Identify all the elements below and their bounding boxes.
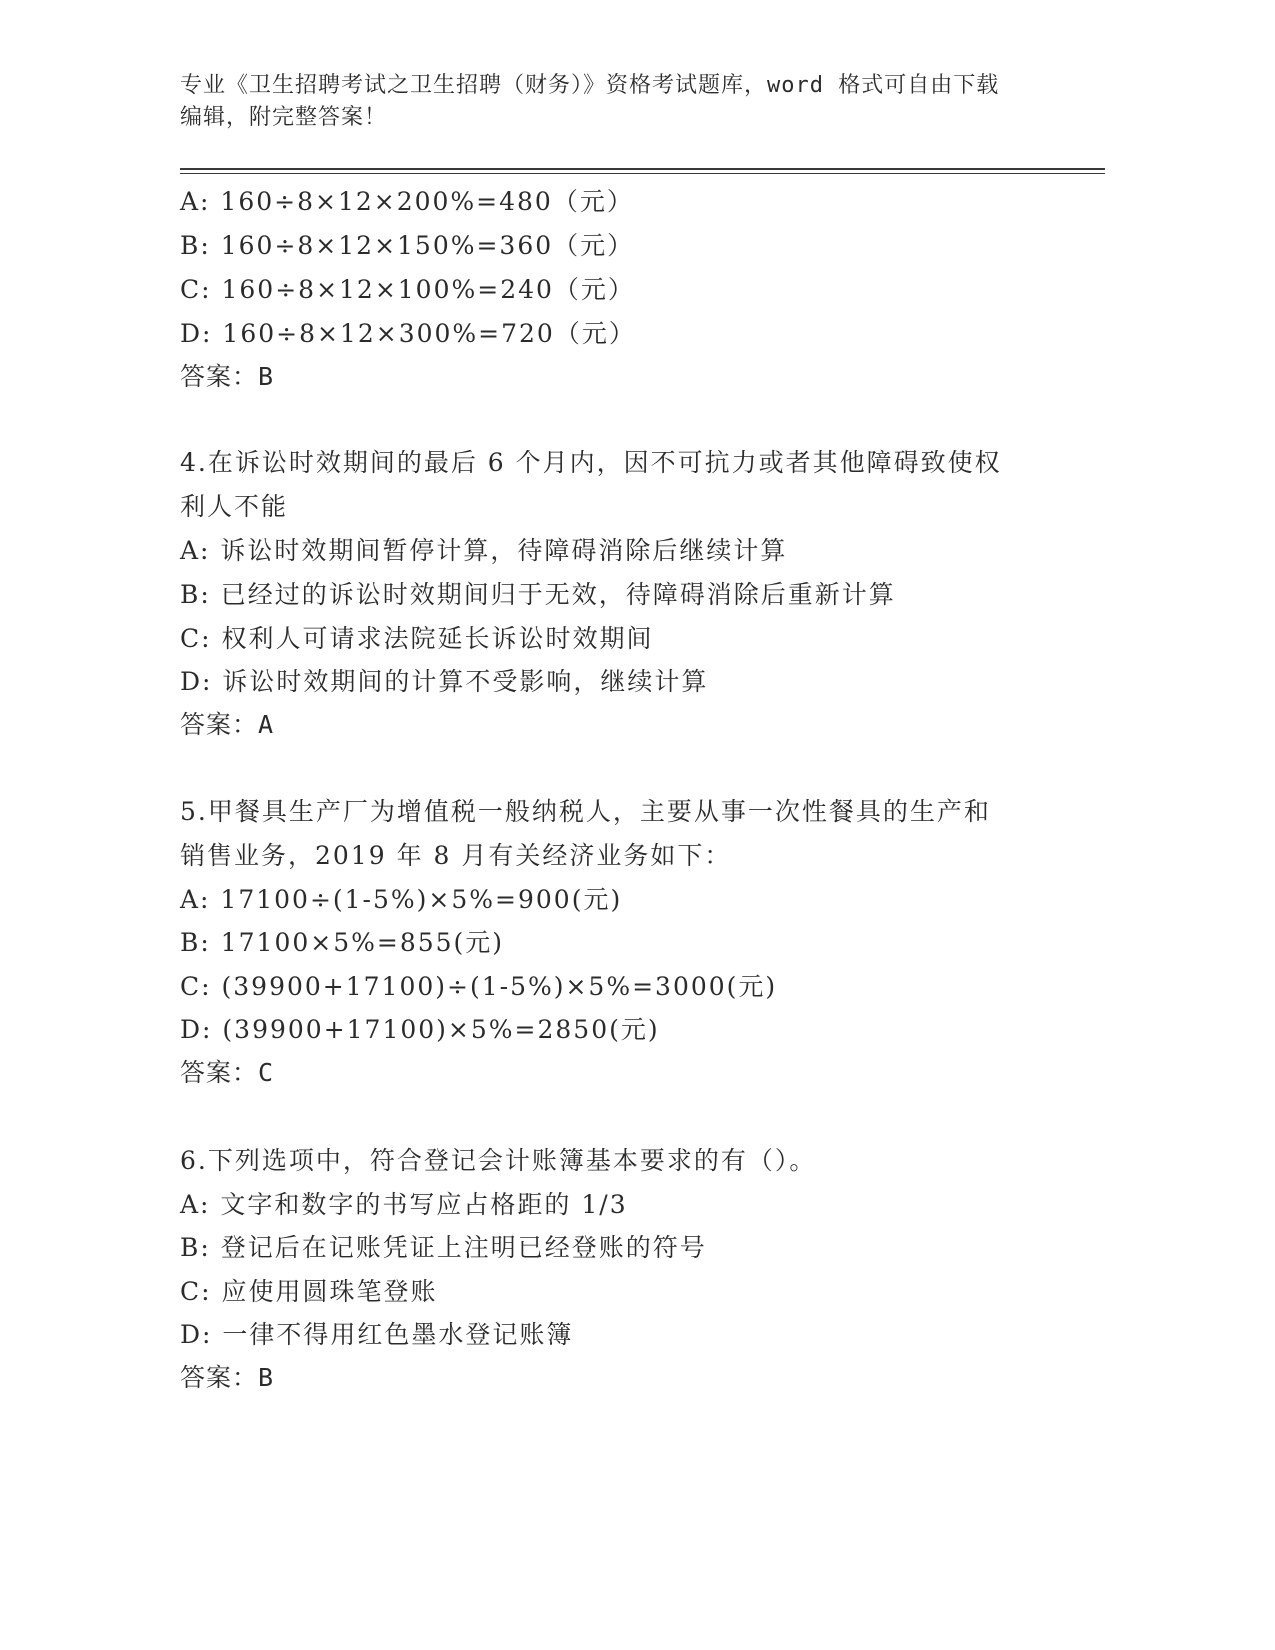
document-header — [180, 70, 1060, 134]
q6-answer: 答案：B — [180, 1363, 275, 1392]
q5-stem-line-2: 销售业务，2019 年 8 月有关经济业务如下： — [180, 841, 732, 870]
q5-option-a: A: 17100÷(1-5%)×5%=900(元) — [180, 885, 623, 914]
q3-option-c: C: 160÷8×12×100%=240（元） — [180, 275, 635, 304]
q6-stem: 6.下列选项中，符合登记会计账簿基本要求的有（）。 — [180, 1146, 817, 1175]
q4-stem-line-2: 利人不能 — [180, 492, 289, 521]
q6-option-b: B: 登记后在记账凭证上注明已经登账的符号 — [180, 1233, 707, 1262]
header-divider — [180, 168, 1105, 170]
q6-option-d: D: 一律不得用红色墨水登记账簿 — [180, 1320, 574, 1349]
q3-option-a: A: 160÷8×12×200%=480（元） — [180, 187, 634, 216]
q4-stem-line-1: 4.在诉讼时效期间的最后 6 个月内，因不可抗力或者其他障碍致使权 — [180, 448, 1002, 477]
q3-option-d: D: 160÷8×12×300%=720（元） — [180, 319, 636, 348]
q4-option-c: C: 权利人可请求法院延长诉讼时效期间 — [180, 624, 654, 653]
q3-option-b: B: 160÷8×12×150%=360（元） — [180, 231, 635, 260]
header-line-1: 专业《卫生招聘考试之卫生招聘（财务）》资格考试题库，word 格式可自由下载 — [180, 73, 1000, 98]
q6-option-c: C: 应使用圆珠笔登账 — [180, 1277, 438, 1306]
q5-option-c: C: (39900+17100)÷(1-5%)×5%=3000(元) — [180, 972, 778, 1001]
header-divider-thin — [180, 173, 1105, 174]
q5-stem-line-1: 5.甲餐具生产厂为增值税一般纳税人，主要从事一次性餐具的生产和 — [180, 797, 991, 826]
q4-option-a: A: 诉讼时效期间暂停计算，待障碍消除后继续计算 — [180, 536, 788, 565]
q4-option-d: D: 诉讼时效期间的计算不受影响，继续计算 — [180, 667, 709, 696]
q3-answer: 答案：B — [180, 362, 275, 391]
q5-option-b: B: 17100×5%=855(元) — [180, 928, 505, 957]
q6-option-a: A: 文字和数字的书写应占格距的 1/3 — [180, 1190, 628, 1219]
header-line-2: 编辑，附完整答案！ — [180, 105, 388, 130]
q4-option-b: B: 已经过的诉讼时效期间归于无效，待障碍消除后重新计算 — [180, 580, 896, 609]
q5-answer: 答案：C — [180, 1058, 275, 1087]
q4-answer: 答案：A — [180, 710, 275, 739]
q5-option-d: D: (39900+17100)×5%=2850(元) — [180, 1015, 660, 1044]
